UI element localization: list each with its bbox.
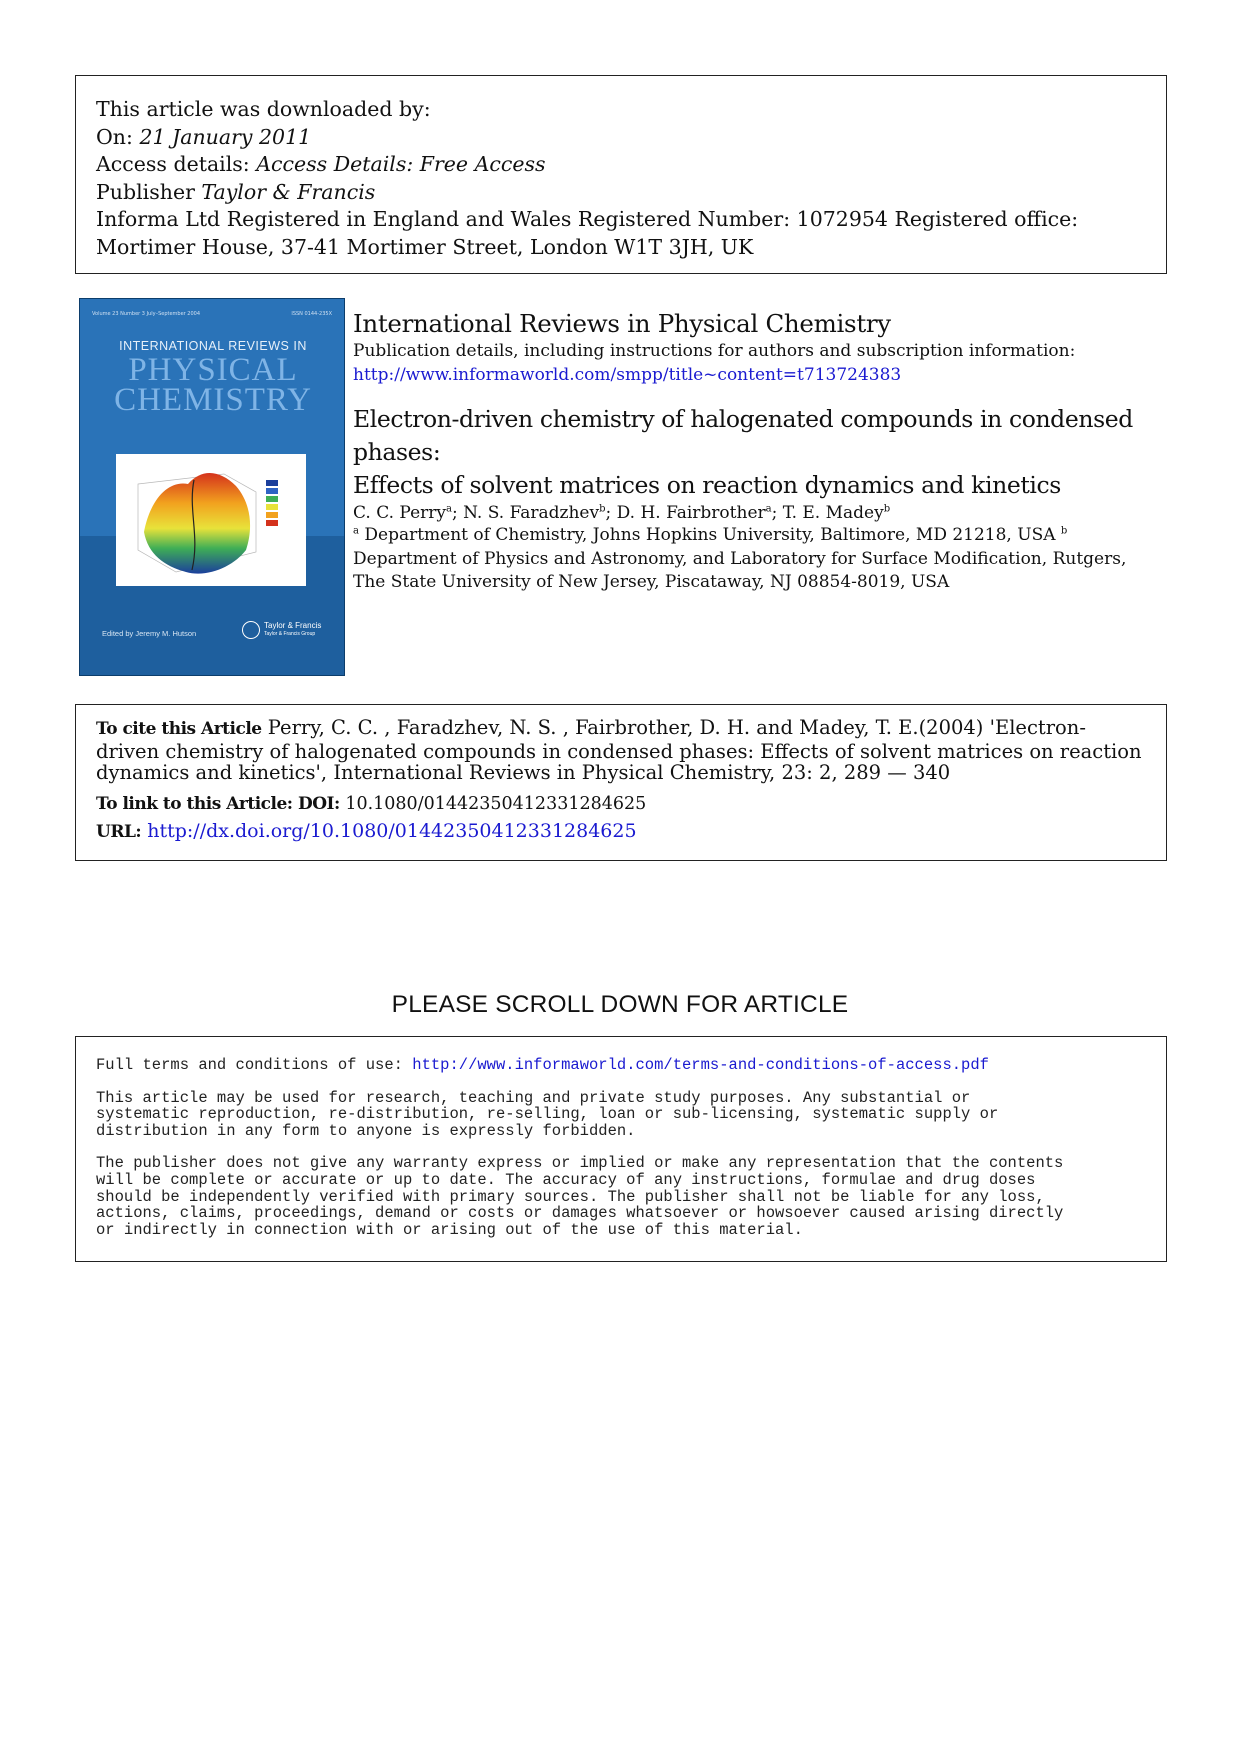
terms-label: Full terms and conditions of use: xyxy=(96,1056,413,1074)
cover-issn: ISSN 0144-235X xyxy=(291,311,332,317)
access-value: Access Details: Free Access xyxy=(256,152,546,176)
cite-label: To cite this Article xyxy=(96,719,262,739)
author-affil-marker: a xyxy=(446,503,452,515)
journal-info xyxy=(353,309,1173,595)
terms-paragraph-usage: This article may be used for research, teaching and private study purposes. Any substantial or systematic reproduction, re-distribution, re-selling, loan or sub-licensing, systematic supply or distribution in any form to anyone is expressly forbidden. xyxy=(96,1088,999,1140)
doi-label: To link to this Article: DOI: xyxy=(96,793,340,814)
cover-meta-row xyxy=(92,311,332,317)
journal-cover-image xyxy=(79,298,345,676)
publication-details: Publication details, including instructions for authors and subscription information: xyxy=(353,341,1076,361)
author-affil-marker: a xyxy=(765,503,772,515)
doi-url-link[interactable]: http://dx.doi.org/10.1080/01442350412331284625 xyxy=(141,819,637,842)
cover-title-physical: PHYSICAL xyxy=(128,352,298,388)
cover-title-line1: INTERNATIONAL REVIEWS IN xyxy=(119,339,307,353)
author-name: C. C. Perry xyxy=(353,503,447,523)
terms-line xyxy=(96,1057,1146,1074)
on-label: On: xyxy=(96,124,140,149)
url-line xyxy=(96,820,1146,843)
journal-title: International Reviews in Physical Chemistry xyxy=(353,309,891,338)
url-label: URL: xyxy=(96,821,142,842)
cover-title-large xyxy=(80,352,345,418)
journal-link[interactable]: http://www.informaworld.com/smpp/title~content=t713724383 xyxy=(353,365,902,385)
author-list: C. C. Perry$^a$; N. S. Faradzhev$^b$; D. H. Fairbrother$^a$; T. E. Madey$^b$ xyxy=(353,503,891,523)
taylor-francis-logo-icon xyxy=(242,621,260,639)
cover-editor: Edited by Jeremy M. Hutson xyxy=(102,629,197,638)
terms-link[interactable]: http://www.informaworld.com/terms-and-conditions-of-access.pdf xyxy=(412,1056,989,1074)
publisher-line xyxy=(96,179,1146,207)
download-date-line xyxy=(96,124,1146,152)
cover-issue-info: Volume 23 Number 3 July–September 2004 xyxy=(92,311,201,317)
affiliations xyxy=(353,524,1153,595)
author-affil-marker: b xyxy=(883,503,891,515)
access-label: Access details: xyxy=(96,152,257,176)
access-details-line xyxy=(96,151,1146,179)
downloaded-by-line: This article was downloaded by: xyxy=(96,97,431,121)
article-title-line1: Electron-driven chemistry of halogenated compounds in condensed phases: xyxy=(353,405,1133,466)
publisher-label: Publisher xyxy=(96,179,202,204)
download-info-box xyxy=(75,75,1167,274)
citation-body: Perry, C. C. , Faradzhev, N. S. , Fairbrother, D. H. and Madey, T. E.(2004) 'Electron-driven chemistry of halogenated compounds in condensed phases: Effects of solvent matrices on reaction dynamics and kinetics', International Reviews in Physical Chemistry, 23: 2, 289 — 340 xyxy=(96,716,1142,784)
download-date: 21 January 2011 xyxy=(139,124,312,149)
doi-line xyxy=(96,793,1146,815)
registered-office-text: Informa Ltd Registered in England and Wales Registered Number: 1072954 Registered office: Mortimer House, 37-41 Mortimer Street, London W1T 3JH, UK xyxy=(96,207,1079,259)
article-title xyxy=(353,403,1173,502)
logo-line1: Taylor & Francis xyxy=(264,621,322,630)
cover-title-chemistry: CHEMISTRY xyxy=(114,382,312,418)
affil-marker-b: b xyxy=(1060,525,1068,537)
taylor-francis-logo xyxy=(242,621,321,639)
affiliation-b: Department of Physics and Astronomy, and Laboratory for Surface Modification, Rutgers, The State University of New Jersey, Piscataway, NJ 08854-8019, USA xyxy=(353,548,1127,592)
author-name: N. S. Faradzhev xyxy=(463,503,600,523)
terms-box xyxy=(75,1036,1167,1262)
surface-plot-legend xyxy=(266,480,278,526)
terms-paragraph-warranty: The publisher does not give any warranty express or implied or make any representation that the contents will be complete or accurate or up to date. The accuracy of any instructions, formulae and drug doses should be independently verified with primary sources. The publisher shall not be liable for any loss, actions, claims, proceedings, demand or costs or damages whatsoever or howsoever caused arising directly or indirectly in connection with or arising out of the use of this material. xyxy=(96,1154,1064,1239)
author-name: D. H. Fairbrother xyxy=(616,503,766,523)
author-affil-marker: b xyxy=(599,503,606,515)
surface-plot-graphic xyxy=(116,454,306,586)
affiliation-a: Department of Chemistry, Johns Hopkins University, Baltimore, MD 21218, USA xyxy=(358,525,1061,545)
author-name: T. E. Madey xyxy=(782,503,884,523)
citation-box xyxy=(75,704,1167,861)
doi-value: 10.1080/01442350412331284625 xyxy=(339,793,647,814)
logo-line2: Taylor & Francis Group xyxy=(264,631,316,637)
citation-text xyxy=(96,717,1146,784)
cover-surface-plot xyxy=(116,454,306,586)
article-title-line2: Effects of solvent matrices on reaction dynamics and kinetics xyxy=(353,471,1061,499)
scroll-down-notice: PLEASE SCROLL DOWN FOR ARTICLE xyxy=(391,991,849,1018)
publisher-value: Taylor & Francis xyxy=(201,179,376,204)
affil-marker-a: a xyxy=(353,525,359,537)
